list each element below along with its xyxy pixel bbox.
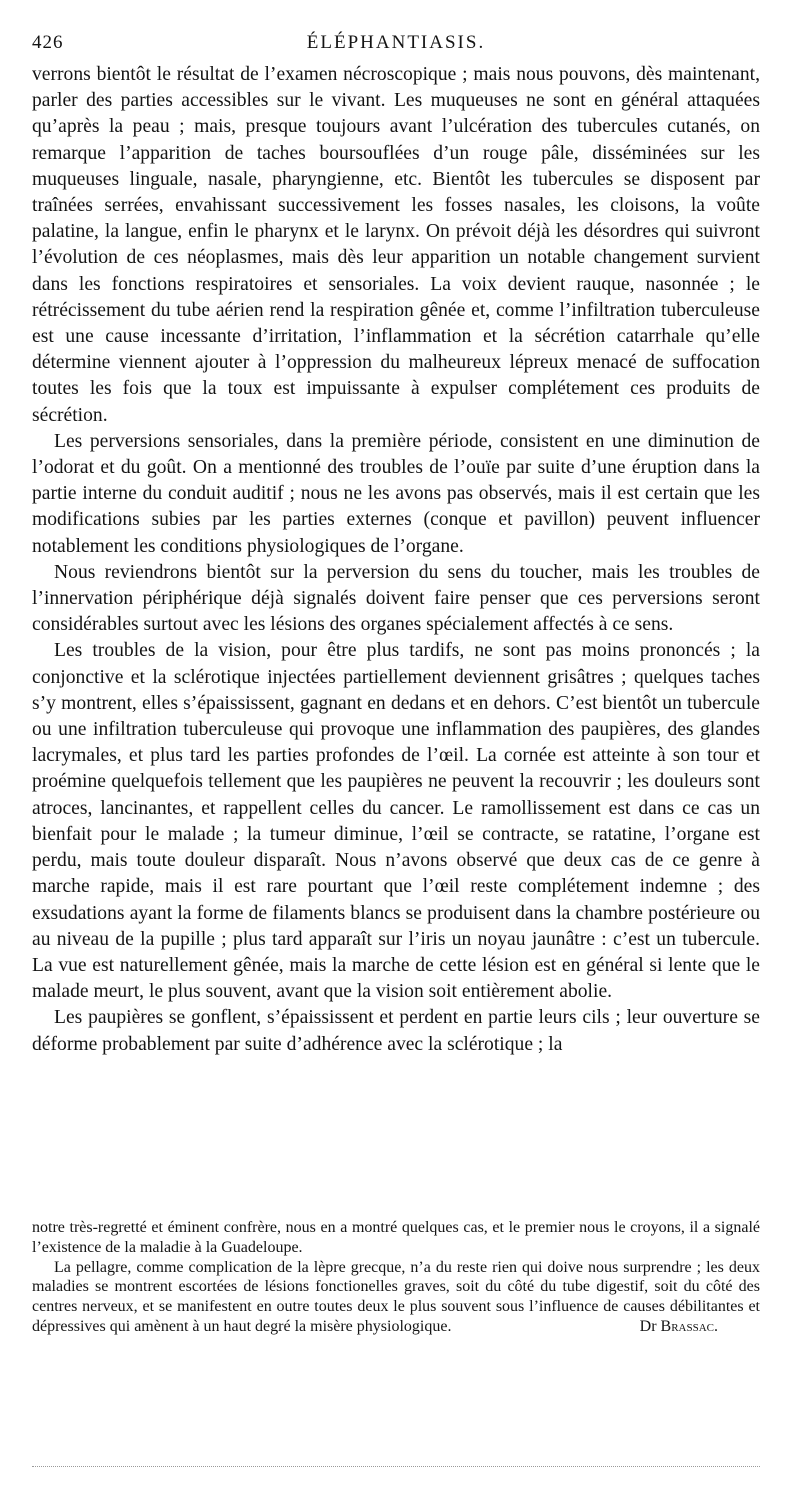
footnote-block	[32, 1218, 760, 1337]
page-bottom-rule	[32, 1466, 760, 1467]
page-header	[32, 32, 760, 58]
paragraph-continued: verrons bientôt le résultat de l’examen nécroscopique ; mais nous pouvons, dès maintenant, parler des parties accessibles sur le vivant. Les muqueuses ne sont en général attaquées qu’après la peau ; mais, presque toujours avant l’ulcération des tubercules cutanés, on remarque l’apparition de taches boursouflées d’un rouge pâle, disséminées sur les muqueuses linguale, nasale, pharyngienne, etc. Bientôt les tubercules se disposent par traînées serrées, envahissant successivement les fosses nasales, les cloisons, la voûte palatine, la langue, enfin le pharynx et le larynx. On prévoit déjà les désordres qui suivront l’évolution de ces néoplasmes, mais dès leur apparition un notable changement survient dans les fonctions respiratoires et sensoriales. La voix devient rauque, nasonnée ; le rétrécissement du tube aérien rend la respiration gênée et, comme l’infiltration tuberculeuse est une cause incessante d’irritation, l’inflammation et la sécrétion catarrhale qu’elle détermine viennent ajouter à l’oppression du malheureux lépreux menacé de suffocation toutes les fois que la toux est impuissante à expulser complétement ces produits de sécrétion.	[32, 64, 760, 426]
main-text	[32, 62, 760, 1058]
paragraph: Les troubles de la vision, pour être plus tardifs, ne sont pas moins prononcés ; la conjonctive et la sclérotique injectées partiellement deviennent grisâtres ; quelques taches s’y montrent, elles s’épaississent, gagnant en dedans et en dehors. C’est bientôt un tubercule ou une infiltration tuberculeuse qui provoque une inflammation des paupières, des glandes lacrymales, et plus tard les parties profondes de l’œil. La cornée est atteinte à son tour et proémine quelquefois tellement que les paupières ne peuvent la recouvrir ; les douleurs sont atroces, lancinantes, et rappellent celles du cancer. Le ramollissement est dans ce cas un bienfait pour le malade ; la tumeur diminue, l’œil se contracte, se ratatine, l’organe est perdu, mais toute douleur disparaît. Nous n’avons observé que deux cas de ce genre à marche rapide, mais il est rare pourtant que l’œil reste complétement indemne ; des exsudations ayant la forme de filaments blancs se produisent dans la chambre postérieure ou au niveau de la pupille ; plus tard apparaît sur l’iris un noyau jaunâtre : c’est un tubercule. La vue est naturellement gênée, mais la marche de cette lésion est en général si lente que le malade meurt, le plus souvent, avant que la vision soit entièrement abolie.	[32, 640, 760, 1003]
paragraph: Nous reviendrons bientôt sur la perversion du sens du toucher, mais les troubles de l’innervation périphérique déjà signalés doivent faire penser que ces perversions seront considérables surtout avec les lésions des organes spécialement affectés à ce sens.	[32, 561, 760, 636]
signature-name: Brassac.	[660, 1317, 718, 1335]
paragraph: Les perversions sensoriales, dans la première période, consistent en une diminution de l’odorat et du goût. On a mentionné des troubles de l’ouïe par suite d’une éruption dans la partie interne du conduit auditif ; nous ne les avons pas observés, mais il est certain que les modifications subies par les parties externes (conque et pavillon) peuvent influencer notablement les conditions physiologiques de l’organe.	[32, 430, 760, 557]
footnote-paragraph: La pellagre, comme complication de la lèpre grecque, n’a du reste rien qui doive nous surprendre ; les deux maladies se montrent escortées de lésions fonctionelles graves, soit du côté du tube digestif, soit du côté des centres nerveux, et se manifestent en outre toutes deux le plus souvent sous l’influence de causes débilitantes et dépressives qui amènent à un haut degré la misère physiologique.	[32, 1258, 760, 1335]
running-title: ÉLÉPHANTIASIS.	[306, 32, 486, 53]
paragraph: Les paupières se gonflent, s’épaississent et perdent en partie leurs cils ; leur ouverture se déforme probablement par suite d’adhérence avec la sclérotique ; la	[32, 1007, 760, 1055]
page-number: 426	[32, 32, 64, 53]
signature-prefix: Dr	[639, 1317, 657, 1335]
footnote-continued: notre très-regretté et éminent confrère, nous en a montré quelques cas, et le premier nous le croyons, il a signalé l’existence de la maladie à la Guadeloupe.	[32, 1219, 760, 1256]
